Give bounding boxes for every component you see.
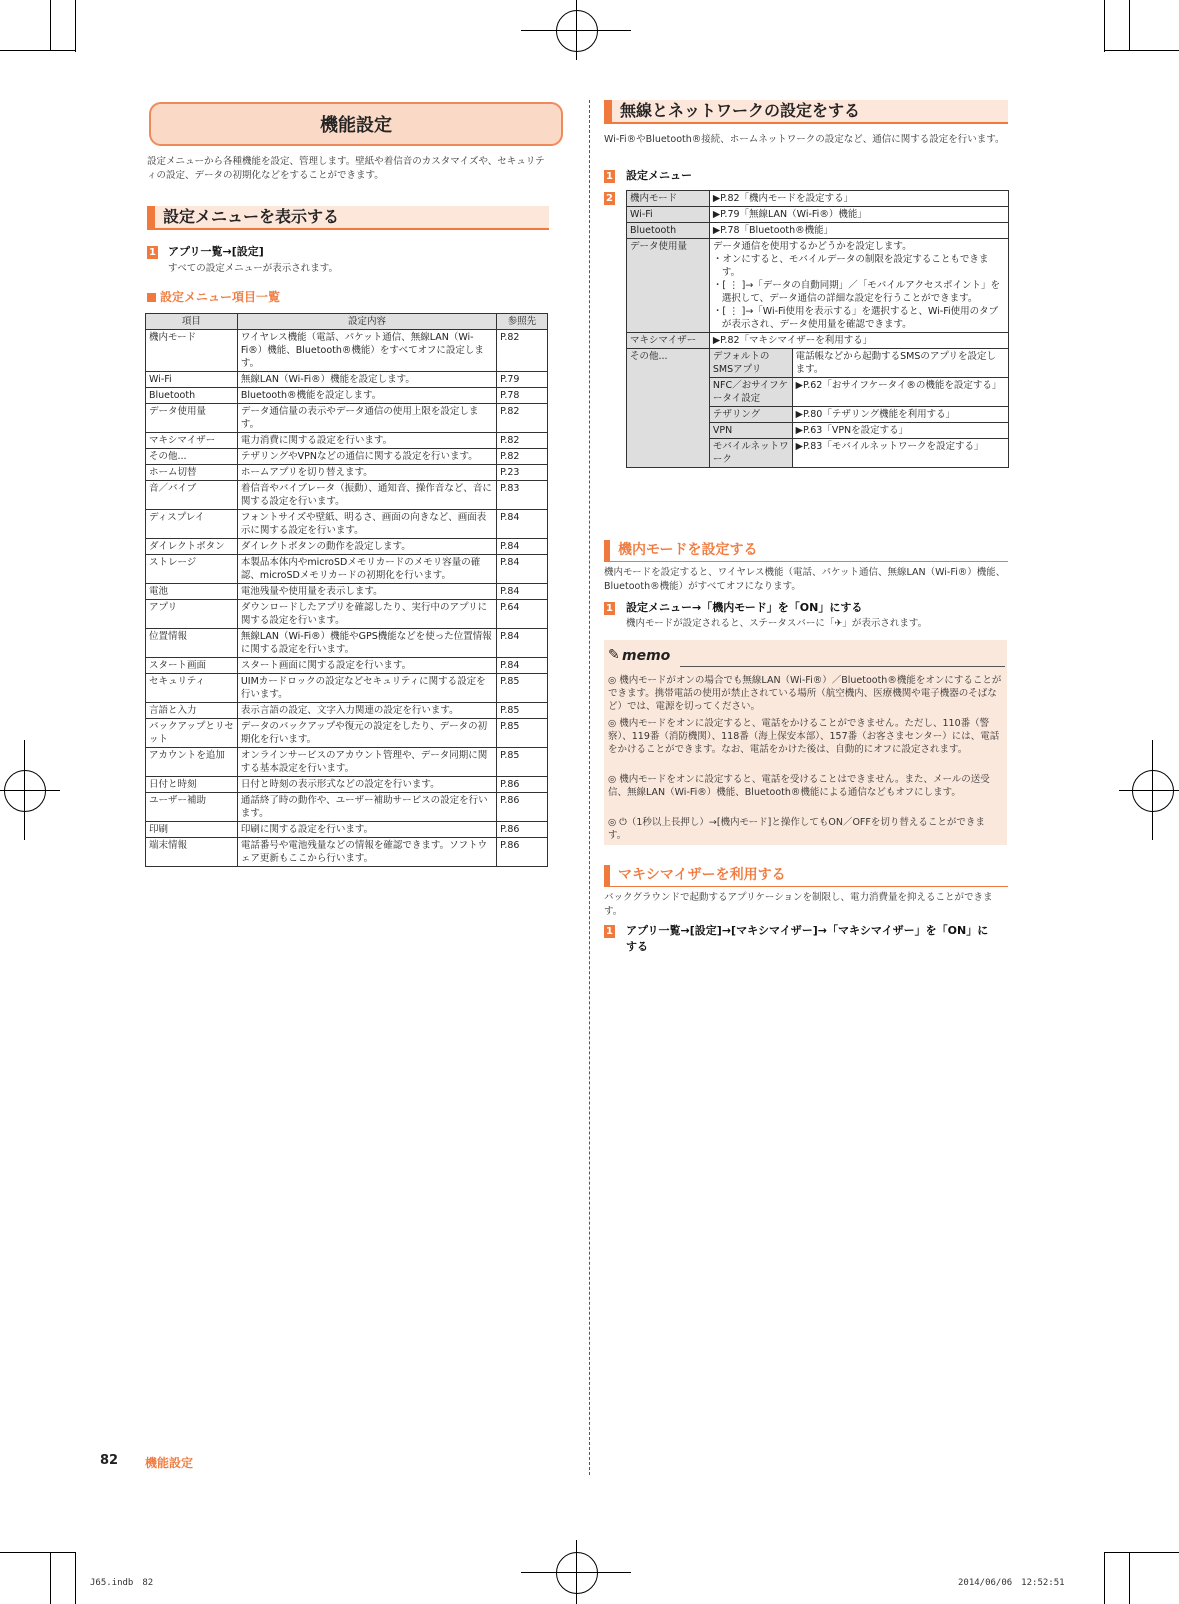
row-desc: ワイヤレス機能（電話、パケット通信、無線LAN（Wi-Fi®）機能、Bluetooth®機能）をすべてオフに設定します。 (237, 330, 496, 372)
row-desc: 本製品本体内やmicroSDメモリカードのメモリ容量の確認、microSDメモリカードの初期化を行います。 (237, 555, 496, 584)
table-row (146, 793, 548, 822)
section-heading-airplane: 機内モードを設定する (604, 540, 1008, 562)
row-item: Bluetooth (146, 388, 238, 404)
row-item: アプリ (146, 600, 238, 629)
registration-mark (1119, 790, 1179, 791)
wireless-table (626, 190, 1009, 468)
subsection-title: 設定メニュー項目一覧 (147, 288, 280, 305)
table-row (146, 481, 548, 510)
table-row (146, 510, 548, 539)
registration-mark (576, 0, 577, 60)
row-item: マキシマイザー (146, 433, 238, 449)
table-row (627, 223, 1009, 239)
step-description: すべての設定メニューが表示されます。 (168, 263, 339, 274)
table-row (146, 433, 548, 449)
row-ref: P.85 (497, 719, 548, 748)
row-ref: P.84 (497, 629, 548, 658)
step-title: 設定メニュー→「機内モード」を「ON」にする (626, 601, 863, 614)
row-item: 印刷 (146, 822, 238, 838)
row-item: セキュリティ (146, 674, 238, 703)
table-row (146, 555, 548, 584)
row-desc: データ通信量の表示やデータ通信の使用上限を設定します。 (237, 404, 496, 433)
sub-row-key: NFC／おサイフケータイ設定 (709, 378, 792, 407)
row-value: ▶P.83「モバイルネットワークを設定する」 (792, 439, 1008, 468)
chapter-intro: 設定メニューから各種機能を設定、管理します。壁紙や着信音のカスタマイズや、セキュリティの設定、データの初期化などをすることができます。 (147, 156, 545, 181)
pencil-icon: ✎ (608, 647, 620, 663)
step-description: 機内モードが設定されると、ステータスバーに「✈」が表示されます。 (626, 618, 928, 629)
row-ref: P.83 (497, 481, 548, 510)
row-ref: P.84 (497, 658, 548, 674)
row-item: 位置情報 (146, 629, 238, 658)
table-header-item: 項目 (146, 314, 238, 330)
row-desc: ダイレクトボタンの動作を設定します。 (237, 539, 496, 555)
crop-mark (0, 1552, 75, 1553)
row-item: バックアップとリセット (146, 719, 238, 748)
row-item: 音／バイブ (146, 481, 238, 510)
settings-menu-table (145, 313, 548, 867)
memo-item: ◎ 機内モードをオンに設定すると、電話をかけることができません。ただし、110番（警察）、119番（消防機関）、118番（海上保安本部）、157番（お客さまセンター）には、電話をかけることができます。なお、電話をかけた後は、自動的にオフに設定されます。 (608, 718, 1000, 755)
row-desc: オンラインサービスのアカウント管理や、データ同期に関する基本設定を行います。 (237, 748, 496, 777)
memo-label: memo (622, 648, 671, 664)
section-heading-settings-menu: 設定メニューを表示する (147, 206, 549, 230)
registration-mark (556, 1552, 598, 1594)
row-value (709, 239, 1008, 333)
table-row (146, 539, 548, 555)
row-ref: P.64 (497, 600, 548, 629)
row-desc: 日付と時刻の表示形式などの設定を行います。 (237, 777, 496, 793)
wireless-intro: Wi-Fi®やBluetooth®接続、ホームネットワークの設定など、通信に関する設定を行います。 (604, 134, 1005, 145)
table-header-desc: 設定内容 (237, 314, 496, 330)
row-value: ▶P.82「マキシマイザーを利用する」 (709, 333, 1008, 349)
row-item: その他... (146, 449, 238, 465)
step-number: 2 (604, 192, 615, 205)
row-item: スタート画面 (146, 658, 238, 674)
chapter-title: 機能設定 (149, 102, 563, 146)
table-row (146, 703, 548, 719)
maximizer-intro: バックグラウンドで起動するアプリケーションを制限し、電力消費量を抑えることができます。 (604, 892, 993, 917)
row-desc: 印刷に関する設定を行います。 (237, 822, 496, 838)
row-ref: P.82 (497, 433, 548, 449)
sub-row-key: テザリング (709, 407, 792, 423)
row-value: 電話帳などから起動するSMSのアプリを設定します。 (792, 349, 1008, 378)
row-ref: P.85 (497, 703, 548, 719)
data-usage-note: ・[ ⋮ ]→「データの自動同期」／「モバイルアクセスポイント」を選択して、データ通信の詳細な設定を行うことができます。 (712, 280, 1001, 304)
crop-mark (50, 1552, 51, 1604)
table-row (146, 838, 548, 867)
crop-mark (75, 1552, 76, 1604)
row-ref: P.84 (497, 510, 548, 539)
row-ref: P.82 (497, 404, 548, 433)
footer-chapter: 機能設定 (145, 1456, 194, 1470)
table-row (627, 239, 1009, 333)
step-title: アプリ一覧→[設定]→[マキシマイザー]→「マキシマイザー」を「ON」にする (626, 924, 989, 953)
row-ref: P.23 (497, 465, 548, 481)
registration-mark (0, 790, 60, 791)
row-key: マキシマイザー (627, 333, 710, 349)
row-key: データ使用量 (627, 239, 710, 333)
row-ref: P.84 (497, 539, 548, 555)
row-desc: ダウンロードしたアプリを確認したり、実行中のアプリに関する設定を行います。 (237, 600, 496, 629)
table-row (146, 674, 548, 703)
table-row (146, 600, 548, 629)
row-desc: データのバックアップや復元の設定をしたり、データの初期化を行います。 (237, 719, 496, 748)
crop-mark (1104, 0, 1105, 52)
row-item: 電池 (146, 584, 238, 600)
row-ref: P.79 (497, 372, 548, 388)
row-desc: 無線LAN（Wi-Fi®）機能やGPS機能などを使った位置情報に関する設定を行います。 (237, 629, 496, 658)
registration-mark (1152, 740, 1153, 840)
registration-mark (576, 1540, 577, 1604)
memo-divider (680, 666, 1005, 667)
row-value: ▶P.79「無線LAN（Wi-Fi®）機能」 (709, 207, 1008, 223)
table-row (146, 748, 548, 777)
row-desc: ホームアプリを切り替えます。 (237, 465, 496, 481)
crop-mark (1129, 1552, 1130, 1604)
row-ref: P.85 (497, 748, 548, 777)
step-number: 1 (147, 246, 158, 259)
registration-mark (24, 740, 25, 840)
row-item: ディスプレイ (146, 510, 238, 539)
table-row (146, 629, 548, 658)
step-number: 1 (604, 170, 615, 183)
sub-row-key: デフォルトのSMSアプリ (709, 349, 792, 378)
row-item: 端末情報 (146, 838, 238, 867)
row-item: 言語と入力 (146, 703, 238, 719)
data-usage-note: ・[ ⋮ ]→「Wi-Fi使用を表示する」を選択すると、Wi-Fi使用のタブが表示され、データ使用量を確認できます。 (712, 306, 999, 330)
section-heading-maximizer: マキシマイザーを利用する (604, 865, 1008, 887)
table-row (627, 349, 1009, 378)
row-desc: テザリングやVPNなどの通信に関する設定を行います。 (237, 449, 496, 465)
table-header-ref: 参照先 (497, 314, 548, 330)
square-bullet-icon (147, 293, 156, 302)
row-ref: P.86 (497, 838, 548, 867)
airplane-intro: 機内モードを設定すると、ワイヤレス機能（電話、パケット通信、無線LAN（Wi-Fi®）機能、Bluetooth®機能）がすべてオフになります。 (604, 567, 1006, 592)
table-row (146, 822, 548, 838)
section-heading-wireless: 無線とネットワークの設定をする (604, 100, 1008, 124)
column-divider (589, 100, 590, 1475)
row-ref: P.78 (497, 388, 548, 404)
table-row (627, 207, 1009, 223)
row-desc: 電力消費に関する設定を行います。 (237, 433, 496, 449)
table-row (146, 388, 548, 404)
table-row (146, 372, 548, 388)
row-item: ホーム切替 (146, 465, 238, 481)
crop-mark (1104, 1552, 1105, 1604)
row-value: ▶P.82「機内モードを設定する」 (709, 191, 1008, 207)
row-desc: Bluetooth®機能を設定します。 (237, 388, 496, 404)
row-ref: P.86 (497, 777, 548, 793)
registration-mark (4, 770, 46, 812)
row-key: Wi-Fi (627, 207, 710, 223)
crop-mark (1104, 50, 1179, 51)
memo-item: ◎ 機内モードがオンの場合でも無線LAN（Wi-Fi®）／Bluetooth®機能をオンにすることができます。携帯電話の使用が禁止されている場所（航空機内、医療機関や電子機器のそばなど）では、電源を切ってください。 (608, 675, 1002, 712)
crop-mark (0, 50, 75, 51)
crop-mark (1104, 1552, 1179, 1553)
row-desc: 表示言語の設定、文字入力関連の設定を行います。 (237, 703, 496, 719)
row-value: ▶P.78「Bluetooth®機能」 (709, 223, 1008, 239)
sub-row-key: モバイルネットワーク (709, 439, 792, 468)
row-desc: UIMカードロックの設定などセキュリティに関する設定を行います。 (237, 674, 496, 703)
row-value: ▶P.63「VPNを設定する」 (792, 423, 1008, 439)
row-item: ユーザー補助 (146, 793, 238, 822)
row-ref: P.84 (497, 584, 548, 600)
table-row (146, 584, 548, 600)
step-number: 1 (604, 602, 615, 615)
row-item: アカウントを追加 (146, 748, 238, 777)
row-ref: P.85 (497, 674, 548, 703)
row-item: 機内モード (146, 330, 238, 372)
row-item: ダイレクトボタン (146, 539, 238, 555)
row-item: ストレージ (146, 555, 238, 584)
row-key: 機内モード (627, 191, 710, 207)
page-number: 82 (100, 1453, 119, 1468)
step-title: 設定メニュー (626, 169, 692, 182)
memo-item: ◎ 機内モードをオンに設定すると、電話を受けることはできません。また、メールの送受信、無線LAN（Wi-Fi®）機能、Bluetooth®機能による通信などもオフにします。 (608, 774, 990, 798)
row-item: 日付と時刻 (146, 777, 238, 793)
table-row (146, 465, 548, 481)
step-number: 1 (604, 925, 615, 938)
step-title: アプリ一覧→[設定] (168, 245, 264, 258)
table-row (627, 333, 1009, 349)
row-desc: スタート画面に関する設定を行います。 (237, 658, 496, 674)
data-usage-desc: データ通信を使用するかどうかを設定します。 (712, 241, 912, 252)
row-key: Bluetooth (627, 223, 710, 239)
row-item: データ使用量 (146, 404, 238, 433)
data-usage-note: ・オンにすると、モバイルデータの制限を設定することもできます。 (712, 254, 989, 278)
table-row (146, 449, 548, 465)
registration-mark (1132, 770, 1174, 812)
registration-mark (556, 10, 598, 52)
sub-row-key: VPN (709, 423, 792, 439)
row-ref: P.84 (497, 555, 548, 584)
row-desc: 電話番号や電池残量などの情報を確認できます。ソフトウェア更新もここから行います。 (237, 838, 496, 867)
row-desc: 着信音やバイブレータ（振動）、通知音、操作音など、音に関する設定を行います。 (237, 481, 496, 510)
row-desc: 無線LAN（Wi-Fi®）機能を設定します。 (237, 372, 496, 388)
crop-mark (75, 0, 76, 52)
table-row (146, 719, 548, 748)
row-ref: P.86 (497, 822, 548, 838)
crop-mark (50, 0, 51, 50)
row-ref: P.82 (497, 330, 548, 372)
row-value: ▶P.80「テザリング機能を利用する」 (792, 407, 1008, 423)
row-desc: 電池残量や使用量を表示します。 (237, 584, 496, 600)
table-row (146, 330, 548, 372)
slug-file: J65.indb 82 (90, 1578, 154, 1588)
row-value: ▶P.62「おサイフケータイ®の機能を設定する」 (792, 378, 1008, 407)
row-item: Wi-Fi (146, 372, 238, 388)
row-desc: 通話終了時の動作や、ユーザー補助サービスの設定を行います。 (237, 793, 496, 822)
row-ref: P.86 (497, 793, 548, 822)
table-row (627, 191, 1009, 207)
slug-timestamp: 2014/06/06 12:52:51 (958, 1578, 1065, 1588)
crop-mark (1129, 0, 1130, 50)
table-row (146, 404, 548, 433)
row-key: その他... (627, 349, 710, 468)
table-row (146, 777, 548, 793)
row-desc: フォントサイズや壁紙、明るさ、画面の向きなど、画面表示に関する設定を行います。 (237, 510, 496, 539)
memo-item: ◎ ⏻（1秒以上長押し）→[機内モード]と操作してもON／OFFを切り替えることができます。 (608, 817, 985, 841)
table-row (146, 658, 548, 674)
row-ref: P.82 (497, 449, 548, 465)
